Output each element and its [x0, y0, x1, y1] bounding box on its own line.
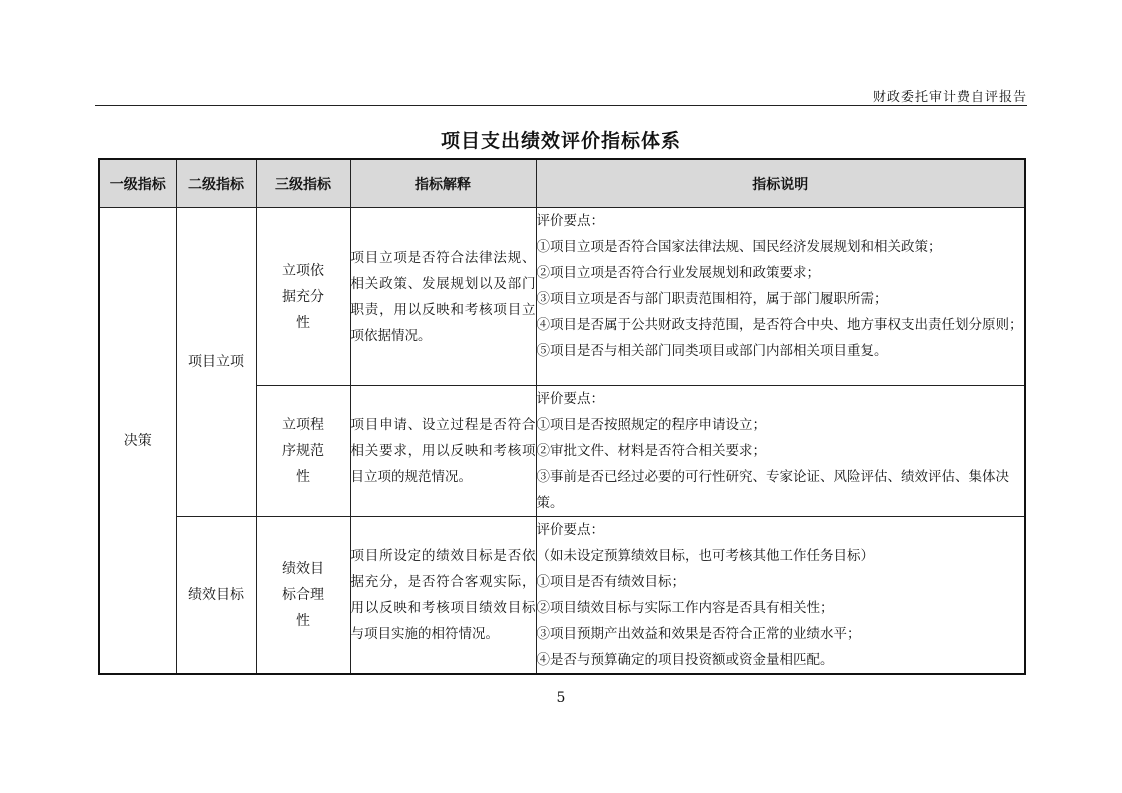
header-level2: 二级指标	[176, 159, 256, 208]
description-line: ①项目是否有绩效目标；	[536, 574, 685, 590]
description-line: ②项目立项是否符合行业发展规划和政策要求；	[536, 265, 820, 281]
description-line: ⑤项目是否与相关部门同类项目或部门内部相关项目重复。	[536, 343, 888, 359]
cell-level1: 决策	[99, 208, 176, 675]
header-interpretation: 指标解释	[350, 159, 536, 208]
header-level3: 三级指标	[256, 159, 350, 208]
description-line: ④是否与预算确定的项目投资额或资金量相匹配。	[536, 652, 834, 668]
page-number: 5	[556, 690, 566, 706]
description-line: ③项目立项是否与部门职责范围相符，属于部门履职所需；	[536, 291, 888, 307]
description-line: ①项目是否按照规定的程序申请设立；	[536, 417, 766, 433]
cell-level3	[256, 517, 350, 675]
level3-label: 立项程序规范性	[282, 417, 324, 485]
description-line: ③项目预期产出效益和效果是否符合正常的业绩水平；	[536, 626, 861, 642]
description-line: ①项目立项是否符合国家法律法规、国民经济发展规划和相关政策；	[536, 239, 942, 255]
table-row	[99, 517, 1025, 675]
header-description: 指标说明	[536, 159, 1025, 208]
cell-interpretation: 项目立项是否符合法律法规、相关政策、发展规划以及部门职责，用以反映和考核项目立项依据情况。	[350, 208, 536, 386]
level3-label: 立项依据充分性	[282, 262, 324, 331]
indicator-table	[98, 158, 1026, 675]
table-row	[99, 208, 1025, 386]
cell-interpretation: 项目申请、设立过程是否符合相关要求，用以反映和考核项目立项的规范情况。	[350, 386, 536, 517]
cell-description	[536, 208, 1025, 386]
description-line: ②审批文件、材料是否符合相关要求；	[536, 443, 766, 459]
cell-level2: 项目立项	[176, 208, 256, 517]
cell-level2: 绩效目标	[176, 517, 256, 675]
page-title: 项目支出绩效评价指标体系	[440, 130, 681, 152]
header-divider	[95, 105, 1027, 106]
report-header-title: 财政委托审计费自评报告	[872, 90, 1027, 105]
cell-level3	[256, 386, 350, 517]
description-line: 评价要点：	[536, 391, 604, 407]
description-line: ③事前是否已经过必要的可行性研究、专家论证、风险评估、绩效评估、集体决策。	[536, 469, 1009, 511]
description-line: ④项目是否属于公共财政支持范围，是否符合中央、地方事权支出责任划分原则；	[536, 317, 1023, 333]
description-line: 评价要点：	[536, 522, 604, 538]
cell-level3	[256, 208, 350, 386]
description-line: 评价要点：	[536, 213, 604, 229]
level3-label: 绩效目标合理性	[282, 561, 324, 629]
table-header-row	[99, 159, 1025, 208]
cell-description	[536, 517, 1025, 675]
cell-interpretation: 项目所设定的绩效目标是否依据充分，是否符合客观实际，用以反映和考核项目绩效目标与项目实施的相符情况。	[350, 517, 536, 675]
description-line: ②项目绩效目标与实际工作内容是否具有相关性；	[536, 600, 834, 616]
cell-description	[536, 386, 1025, 517]
header-level1: 一级指标	[99, 159, 176, 208]
description-line: （如未设定预算绩效目标，也可考核其他工作任务目标）	[536, 548, 874, 564]
